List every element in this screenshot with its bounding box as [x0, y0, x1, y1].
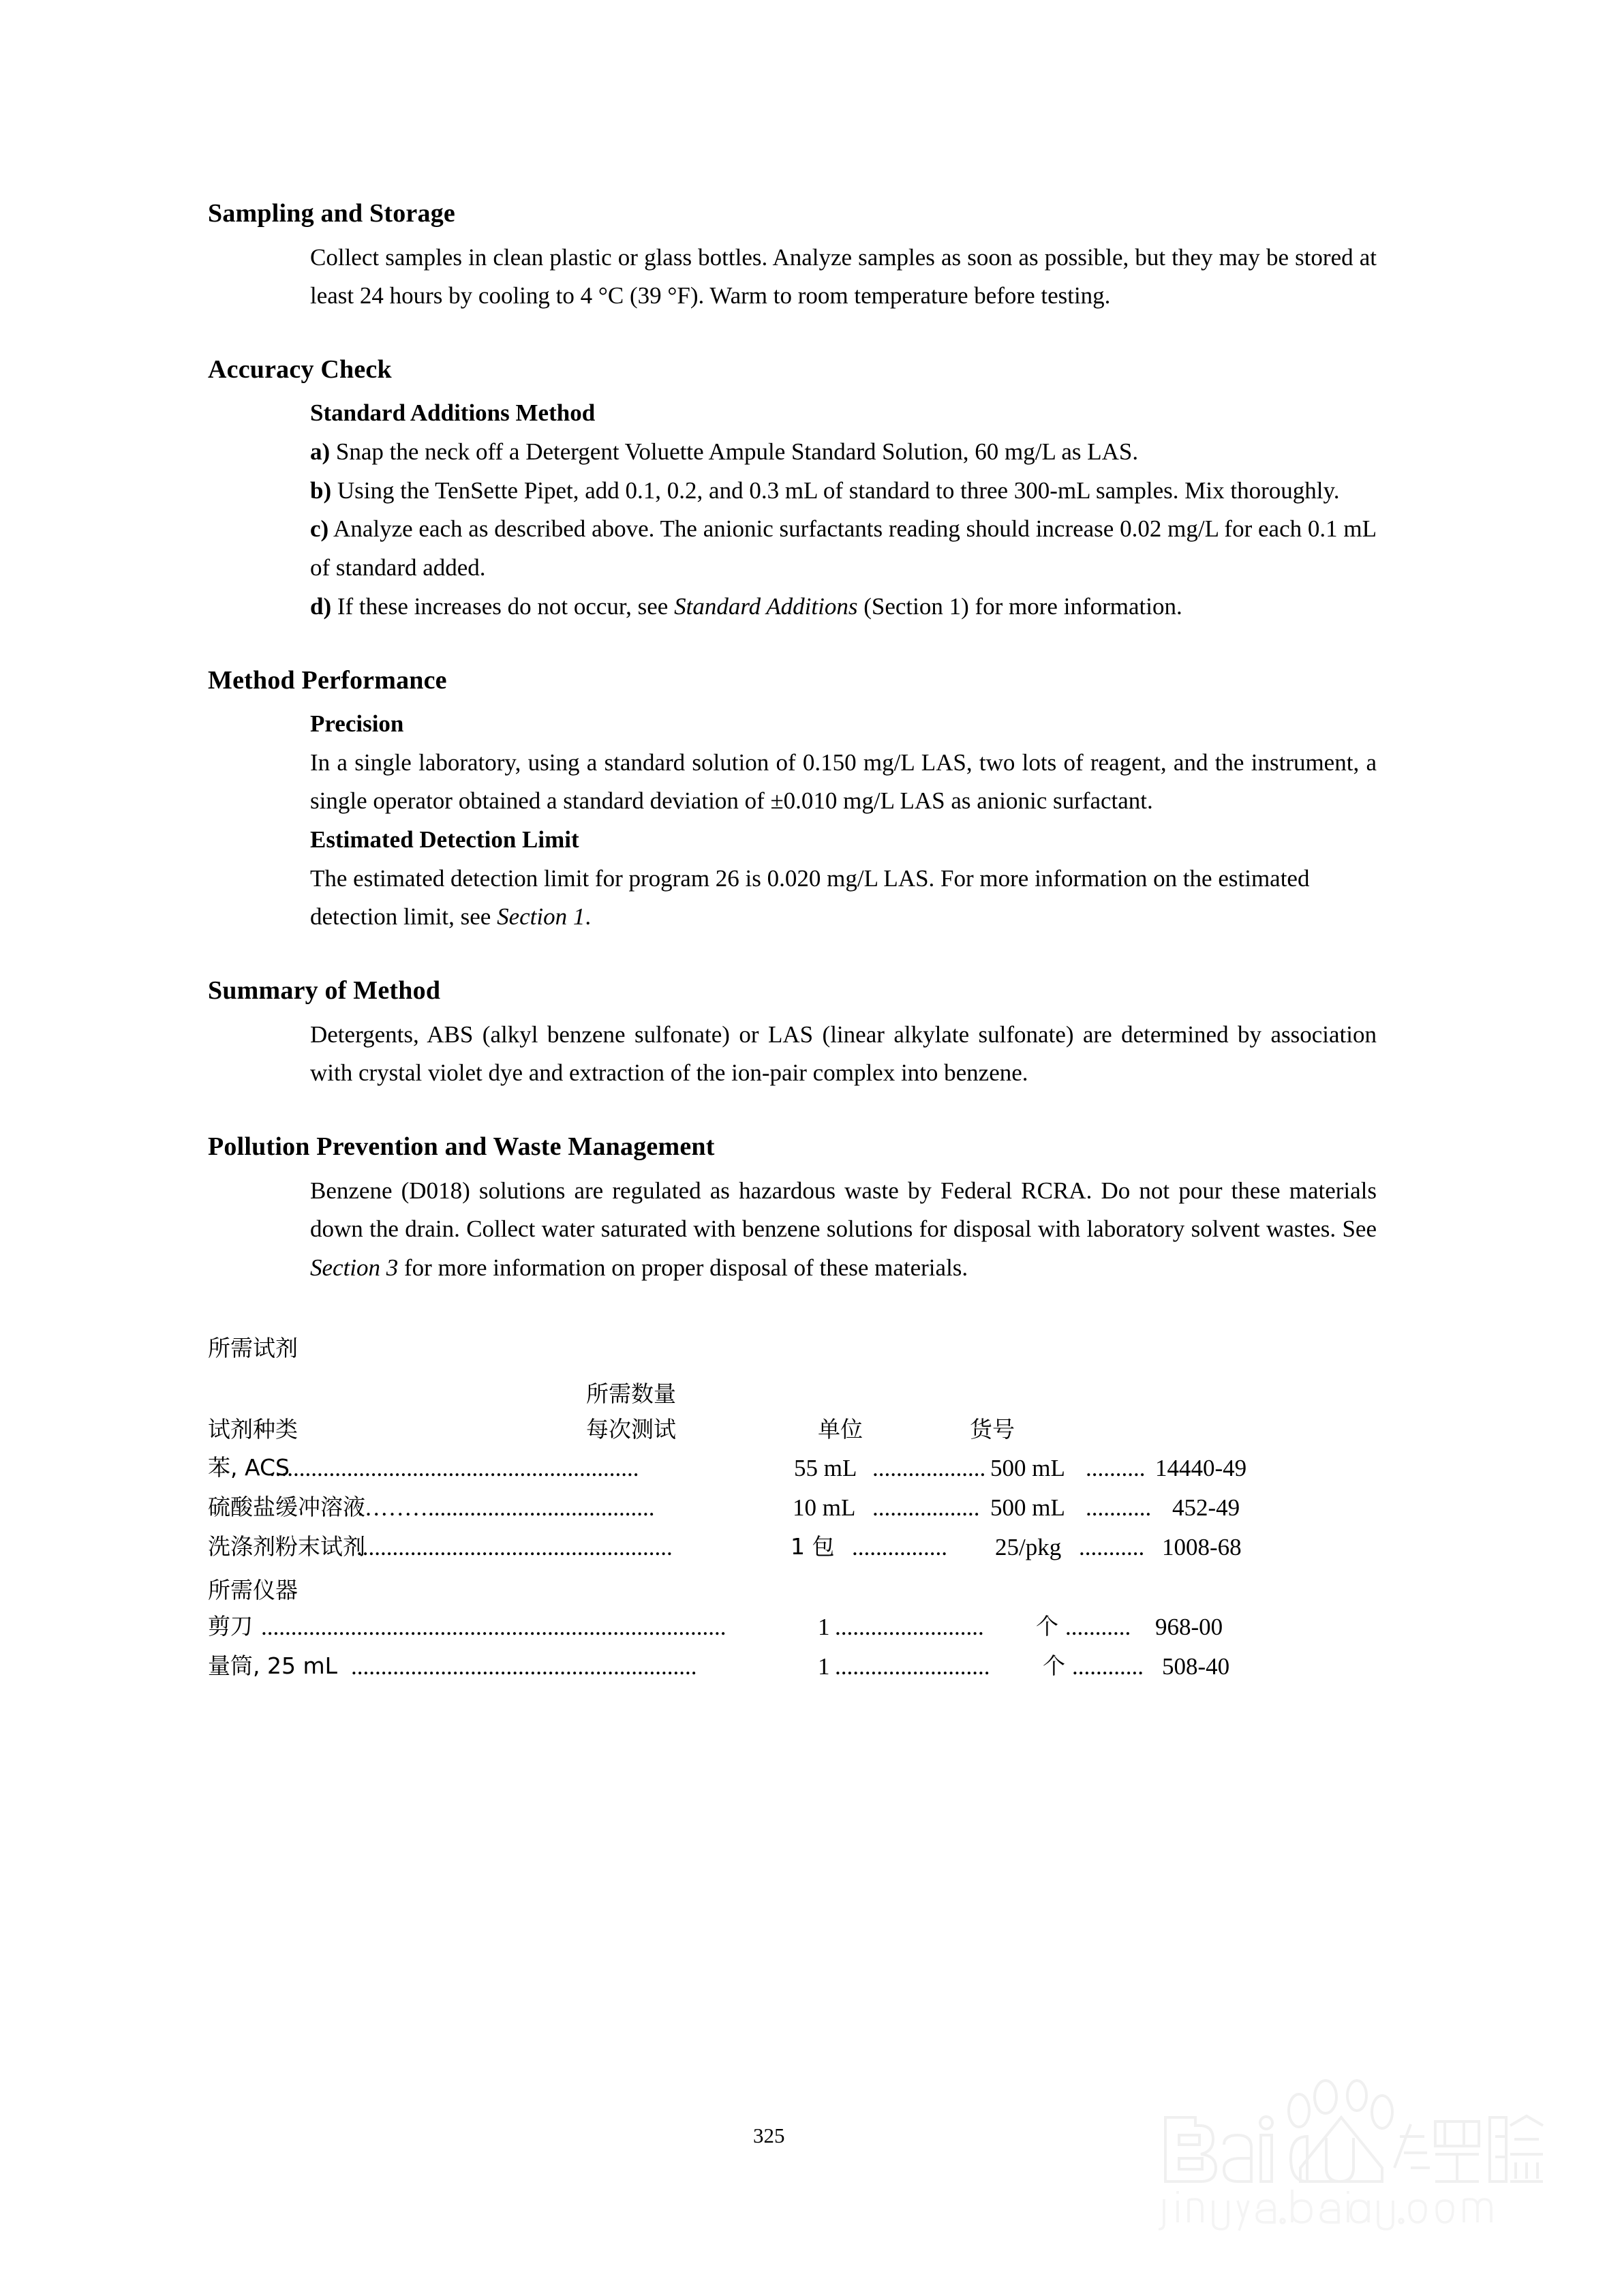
heading-required-reagents: 所需试剂	[208, 1334, 298, 1361]
cell-unit: 500 mL	[990, 1454, 1065, 1481]
apparatus-table	[208, 1612, 1377, 1694]
step-b	[310, 472, 1377, 511]
cell-catalog-number: 508-40	[1162, 1652, 1230, 1680]
dot-leader: ………......................................	[356, 1494, 655, 1521]
subheading-precision: Precision	[310, 710, 404, 737]
step-d	[310, 588, 1377, 626]
dot-leader: ...........	[1086, 1494, 1152, 1521]
paragraph-summary-of-method: Detergents, ABS (alkyl benzene sulfonate) or LAS (linear alkylate sulfonate) are determined by association with crystal violet dye and extraction of the ion-pair complex into benzene.	[310, 1021, 1377, 1087]
step-a-label: a)	[310, 438, 331, 466]
dot-leader: ...................	[872, 1454, 986, 1481]
cell-per-test: 1 包	[791, 1532, 835, 1560]
spacer	[208, 316, 1377, 354]
spacer	[208, 1601, 1377, 1615]
dot-leader: ..........................................................	[351, 1652, 697, 1680]
cell-per-test: 1	[818, 1613, 830, 1640]
dot-leader: ..........................	[835, 1652, 990, 1680]
spacer	[208, 1288, 1377, 1337]
cell-catalog-number: 452-49	[1172, 1494, 1240, 1521]
heading-accuracy-check: Accuracy Check	[208, 354, 392, 384]
cell-per-test: 10 mL	[793, 1494, 856, 1521]
heading-method-performance: Method Performance	[208, 665, 447, 695]
cell-reagent-name: 苯, ACS	[208, 1453, 290, 1481]
paragraph-estimated-detection-limit	[310, 860, 1377, 937]
edl-italic-ref: Section 1	[497, 903, 585, 931]
table-row	[208, 1612, 1377, 1655]
column-group-header-quantity: 所需数量	[586, 1380, 676, 1407]
pollution-text-before: Benzene (D018) solutions are regulated as hazardous waste by Federal RCRA. Do not pour these materials down the drain. Collect water saturated with benzene solutions for disposal with laboratory solvent wastes. See	[310, 1177, 1377, 1243]
page-content	[208, 198, 1377, 1694]
heading-pollution-prevention: Pollution Prevention and Waste Management	[208, 1132, 715, 1161]
dot-leader: ..................	[872, 1494, 980, 1521]
table-row	[208, 1493, 1377, 1535]
step-d-italic-ref: Standard Additions	[674, 592, 858, 620]
spacer	[208, 626, 1377, 665]
paragraph-pollution-prevention	[310, 1172, 1377, 1288]
page-number: 325	[753, 2124, 785, 2147]
heading-required-apparatus: 所需仪器	[208, 1576, 298, 1603]
block-pollution-prevention	[310, 1172, 1377, 1288]
dot-leader: .........................	[835, 1613, 984, 1640]
subheading-standard-additions-method: Standard Additions Method	[310, 399, 596, 427]
cell-catalog-number: 968-00	[1155, 1613, 1223, 1640]
paragraph-precision: In a single laboratory, using a standard solution of 0.150 mg/L LAS, two lots of reagent, and the instrument, a single operator obtained a standard deviation of ±0.010 mg/L LAS as anionic surfactant.	[310, 749, 1377, 815]
edl-text-before: The estimated detection limit for program 26 is 0.020 mg/L LAS. For more information on the estimated detection limit, see	[310, 864, 1310, 931]
spacer	[208, 1093, 1377, 1131]
table-row	[208, 1453, 1377, 1496]
cell-per-test: 1	[818, 1652, 830, 1680]
baidu-logo-icon	[1124, 2078, 1547, 2235]
step-c-text: Analyze each as described above. The anionic surfactants reading should increase 0.02 mg/L for each 0.1 mL of standard added.	[310, 515, 1377, 581]
block-summary-of-method	[310, 1016, 1377, 1093]
cell-apparatus-name: 量筒, 25 mL	[208, 1652, 337, 1679]
step-d-text-after: (Section 1) for more information.	[857, 592, 1182, 620]
cell-catalog-number: 14440-49	[1155, 1454, 1247, 1481]
step-b-text: Using the TenSette Pipet, add 0.1, 0.2, and 0.3 mL of standard to three 300-mL samples. Mix thoroughly.	[331, 477, 1340, 504]
spacer	[208, 937, 1377, 975]
paragraph-sampling-and-storage: Collect samples in clean plastic or glass bottles. Analyze samples as soon as possible, but they may be stored at least 24 hours by cooling to 4 °C (39 °F). Warm to room temperature before testing.	[310, 243, 1377, 309]
table-row	[208, 1532, 1377, 1575]
table-row	[208, 1652, 1377, 1694]
cell-catalog-number: 1008-68	[1162, 1533, 1242, 1560]
spacer	[208, 1359, 1377, 1383]
cell-apparatus-name: 剪刀	[208, 1612, 253, 1640]
step-b-label: b)	[310, 477, 332, 504]
dot-leader: ...........	[1065, 1613, 1131, 1640]
cell-unit: 个	[1043, 1652, 1065, 1679]
table-group-header-row	[208, 1380, 1377, 1418]
dot-leader: .....................................................	[356, 1533, 673, 1560]
dot-leader: ................	[852, 1533, 947, 1560]
step-a	[310, 433, 1377, 472]
cell-reagent-name: 硫酸盐缓冲溶液	[208, 1493, 365, 1520]
edl-text-after: .	[585, 903, 592, 931]
step-c	[310, 510, 1377, 587]
cell-unit: 25/pkg	[995, 1533, 1062, 1560]
step-a-text: Snap the neck off a Detergent Voluette Ampule Standard Solution, 60 mg/L as LAS.	[330, 438, 1139, 466]
dot-leader: ...........	[1079, 1533, 1145, 1560]
table-header-row	[208, 1415, 1377, 1456]
column-header-name: 试剂种类	[208, 1415, 298, 1442]
step-c-label: c)	[310, 515, 329, 543]
block-accuracy-check	[310, 394, 1377, 626]
subheading-estimated-detection-limit: Estimated Detection Limit	[310, 826, 579, 854]
column-header-catalog: 货号	[970, 1415, 1015, 1442]
cell-per-test: 55 mL	[794, 1454, 857, 1481]
dot-leader: ..........	[1086, 1454, 1146, 1481]
cell-unit: 个	[1036, 1612, 1058, 1640]
cell-reagent-name: 洗涤剂粉末试剂	[208, 1532, 365, 1560]
dot-leader: ..............................................................	[269, 1454, 639, 1481]
column-header-per-test: 每次测试	[586, 1415, 676, 1442]
cell-unit: 500 mL	[990, 1494, 1065, 1521]
dot-leader: ............	[1072, 1652, 1144, 1680]
heading-sampling-and-storage: Sampling and Storage	[208, 199, 455, 228]
pollution-italic-ref: Section 3	[310, 1254, 399, 1281]
step-d-text-before: If these increases do not occur, see	[331, 592, 675, 620]
dot-leader: ..............................................................................	[261, 1613, 726, 1640]
step-d-label: d)	[310, 592, 332, 620]
reagents-table	[208, 1380, 1377, 1575]
column-header-unit: 单位	[818, 1415, 863, 1442]
block-method-performance	[310, 705, 1377, 937]
pollution-text-after: for more information on proper disposal of these materials.	[398, 1254, 968, 1281]
heading-summary-of-method: Summary of Method	[208, 976, 441, 1006]
block-sampling-and-storage	[310, 239, 1377, 316]
baidu-watermark	[1124, 2078, 1547, 2235]
